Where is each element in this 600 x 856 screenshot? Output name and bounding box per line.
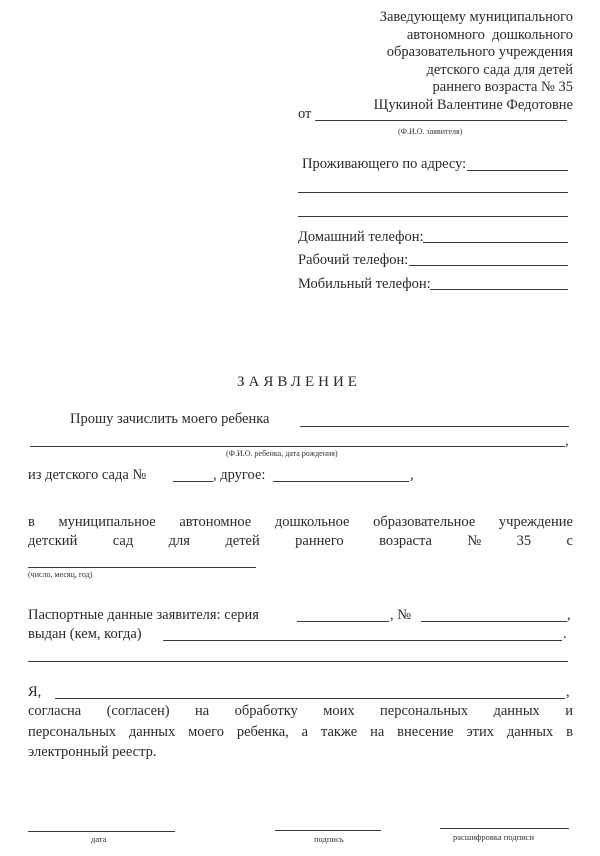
word: обработку bbox=[234, 703, 298, 719]
word: образовательное bbox=[373, 514, 476, 530]
passport-issued-label: выдан (кем, когда) bbox=[28, 626, 142, 642]
child-name-field-1[interactable] bbox=[300, 426, 569, 427]
word: в bbox=[566, 724, 573, 740]
passport-number-field[interactable] bbox=[421, 621, 567, 622]
date-field[interactable] bbox=[28, 831, 175, 832]
passport-label: Паспортные данные заявителя: серия bbox=[28, 607, 259, 623]
applicant-name-field[interactable] bbox=[315, 120, 567, 121]
word: моего bbox=[188, 724, 224, 740]
from-kindergarten-label: из детского сада № bbox=[28, 467, 147, 483]
word: раннего bbox=[295, 533, 344, 549]
addressee-block bbox=[374, 9, 573, 115]
document-title: ЗАЯВЛЕНИЕ bbox=[237, 374, 361, 390]
word: автономное bbox=[179, 514, 252, 530]
from-label: от bbox=[298, 106, 312, 122]
child-name-field-2[interactable] bbox=[30, 446, 565, 447]
signature-caption: подпись bbox=[314, 834, 344, 844]
mobile-phone-field[interactable] bbox=[430, 289, 568, 290]
comma: , bbox=[566, 684, 570, 700]
period: . bbox=[563, 626, 567, 642]
consent-i-label: Я, bbox=[28, 684, 42, 700]
word: учреждение bbox=[498, 514, 573, 530]
word: ребенка, bbox=[236, 724, 289, 740]
word: также bbox=[320, 724, 358, 740]
consent-line-3: электронный реестр. bbox=[28, 744, 157, 760]
word: данных bbox=[493, 703, 540, 719]
date-caption: дата bbox=[91, 834, 107, 844]
word: и bbox=[565, 703, 573, 719]
address-label: Проживающего по адресу: bbox=[302, 156, 467, 172]
address-field-1[interactable] bbox=[467, 170, 568, 171]
word: этих bbox=[466, 724, 495, 740]
comma: , bbox=[567, 607, 571, 623]
word: дошкольное bbox=[274, 514, 350, 530]
institution-line-2 bbox=[28, 533, 573, 550]
addressee-line: детского сада для детей bbox=[426, 61, 573, 78]
child-name-caption: (Ф.И.О. ребенка, дата рождения) bbox=[226, 449, 338, 458]
addressee-line: автономного дошкольного bbox=[406, 26, 573, 43]
other-field[interactable] bbox=[273, 481, 409, 482]
applicant-name-caption: (Ф.И.О. заявителя) bbox=[398, 127, 463, 136]
signature-field[interactable] bbox=[275, 830, 381, 831]
comma: , bbox=[410, 467, 414, 483]
passport-number-label: , № bbox=[390, 607, 412, 623]
work-phone-label: Рабочий телефон: bbox=[298, 252, 409, 268]
word: 35 bbox=[516, 533, 532, 549]
passport-series-field[interactable] bbox=[297, 621, 389, 622]
addressee-line: раннего возраста № 35 bbox=[432, 79, 573, 96]
word: в bbox=[28, 514, 35, 530]
work-phone-field[interactable] bbox=[409, 265, 568, 266]
word: а bbox=[301, 724, 309, 740]
word: внесение bbox=[397, 724, 454, 740]
word: детский bbox=[28, 533, 78, 549]
comma: , bbox=[565, 433, 569, 449]
passport-issued-field-1[interactable] bbox=[163, 640, 562, 641]
word: данных bbox=[506, 724, 554, 740]
passport-issued-field-2[interactable] bbox=[28, 661, 568, 662]
word: моих bbox=[323, 703, 355, 719]
word: на bbox=[195, 703, 210, 719]
enrollment-date-field[interactable] bbox=[28, 567, 256, 568]
word: на bbox=[370, 724, 385, 740]
kindergarten-number-field[interactable] bbox=[173, 481, 213, 482]
word: возраста bbox=[379, 533, 432, 549]
address-field-3[interactable] bbox=[298, 216, 568, 217]
word: данных bbox=[128, 724, 176, 740]
word: персональных bbox=[380, 703, 469, 719]
home-phone-field[interactable] bbox=[423, 242, 568, 243]
enrollment-date-caption: (число, месяц, год) bbox=[28, 570, 93, 579]
consent-line-2 bbox=[28, 724, 573, 741]
home-phone-label: Домашний телефон: bbox=[298, 229, 424, 245]
word: согласна bbox=[28, 703, 82, 719]
consent-line-1 bbox=[28, 703, 573, 720]
request-intro: Прошу зачислить моего ребенка bbox=[70, 411, 270, 427]
word: с bbox=[566, 533, 573, 549]
signature-decoding-field[interactable] bbox=[440, 828, 569, 829]
word: для bbox=[168, 533, 190, 549]
signature-decoding-caption: расшифровка подписи bbox=[453, 832, 535, 842]
word: (согласен) bbox=[106, 703, 170, 719]
address-field-2[interactable] bbox=[298, 192, 568, 193]
word: муниципальное bbox=[58, 514, 156, 530]
word: персональных bbox=[28, 724, 117, 740]
addressee-line: Заведующему муниципального bbox=[379, 9, 573, 25]
institution-line-1 bbox=[28, 514, 573, 531]
word: сад bbox=[112, 533, 134, 549]
other-label: , другое: bbox=[213, 467, 266, 483]
word: детей bbox=[225, 533, 260, 549]
addressee-line: образовательного учреждения bbox=[386, 44, 573, 61]
consent-name-field[interactable] bbox=[55, 698, 565, 699]
addressee-line: Щукиной Валентине Федотовне bbox=[373, 96, 573, 113]
word: № bbox=[467, 533, 482, 549]
mobile-phone-label: Мобильный телефон: bbox=[298, 276, 431, 292]
